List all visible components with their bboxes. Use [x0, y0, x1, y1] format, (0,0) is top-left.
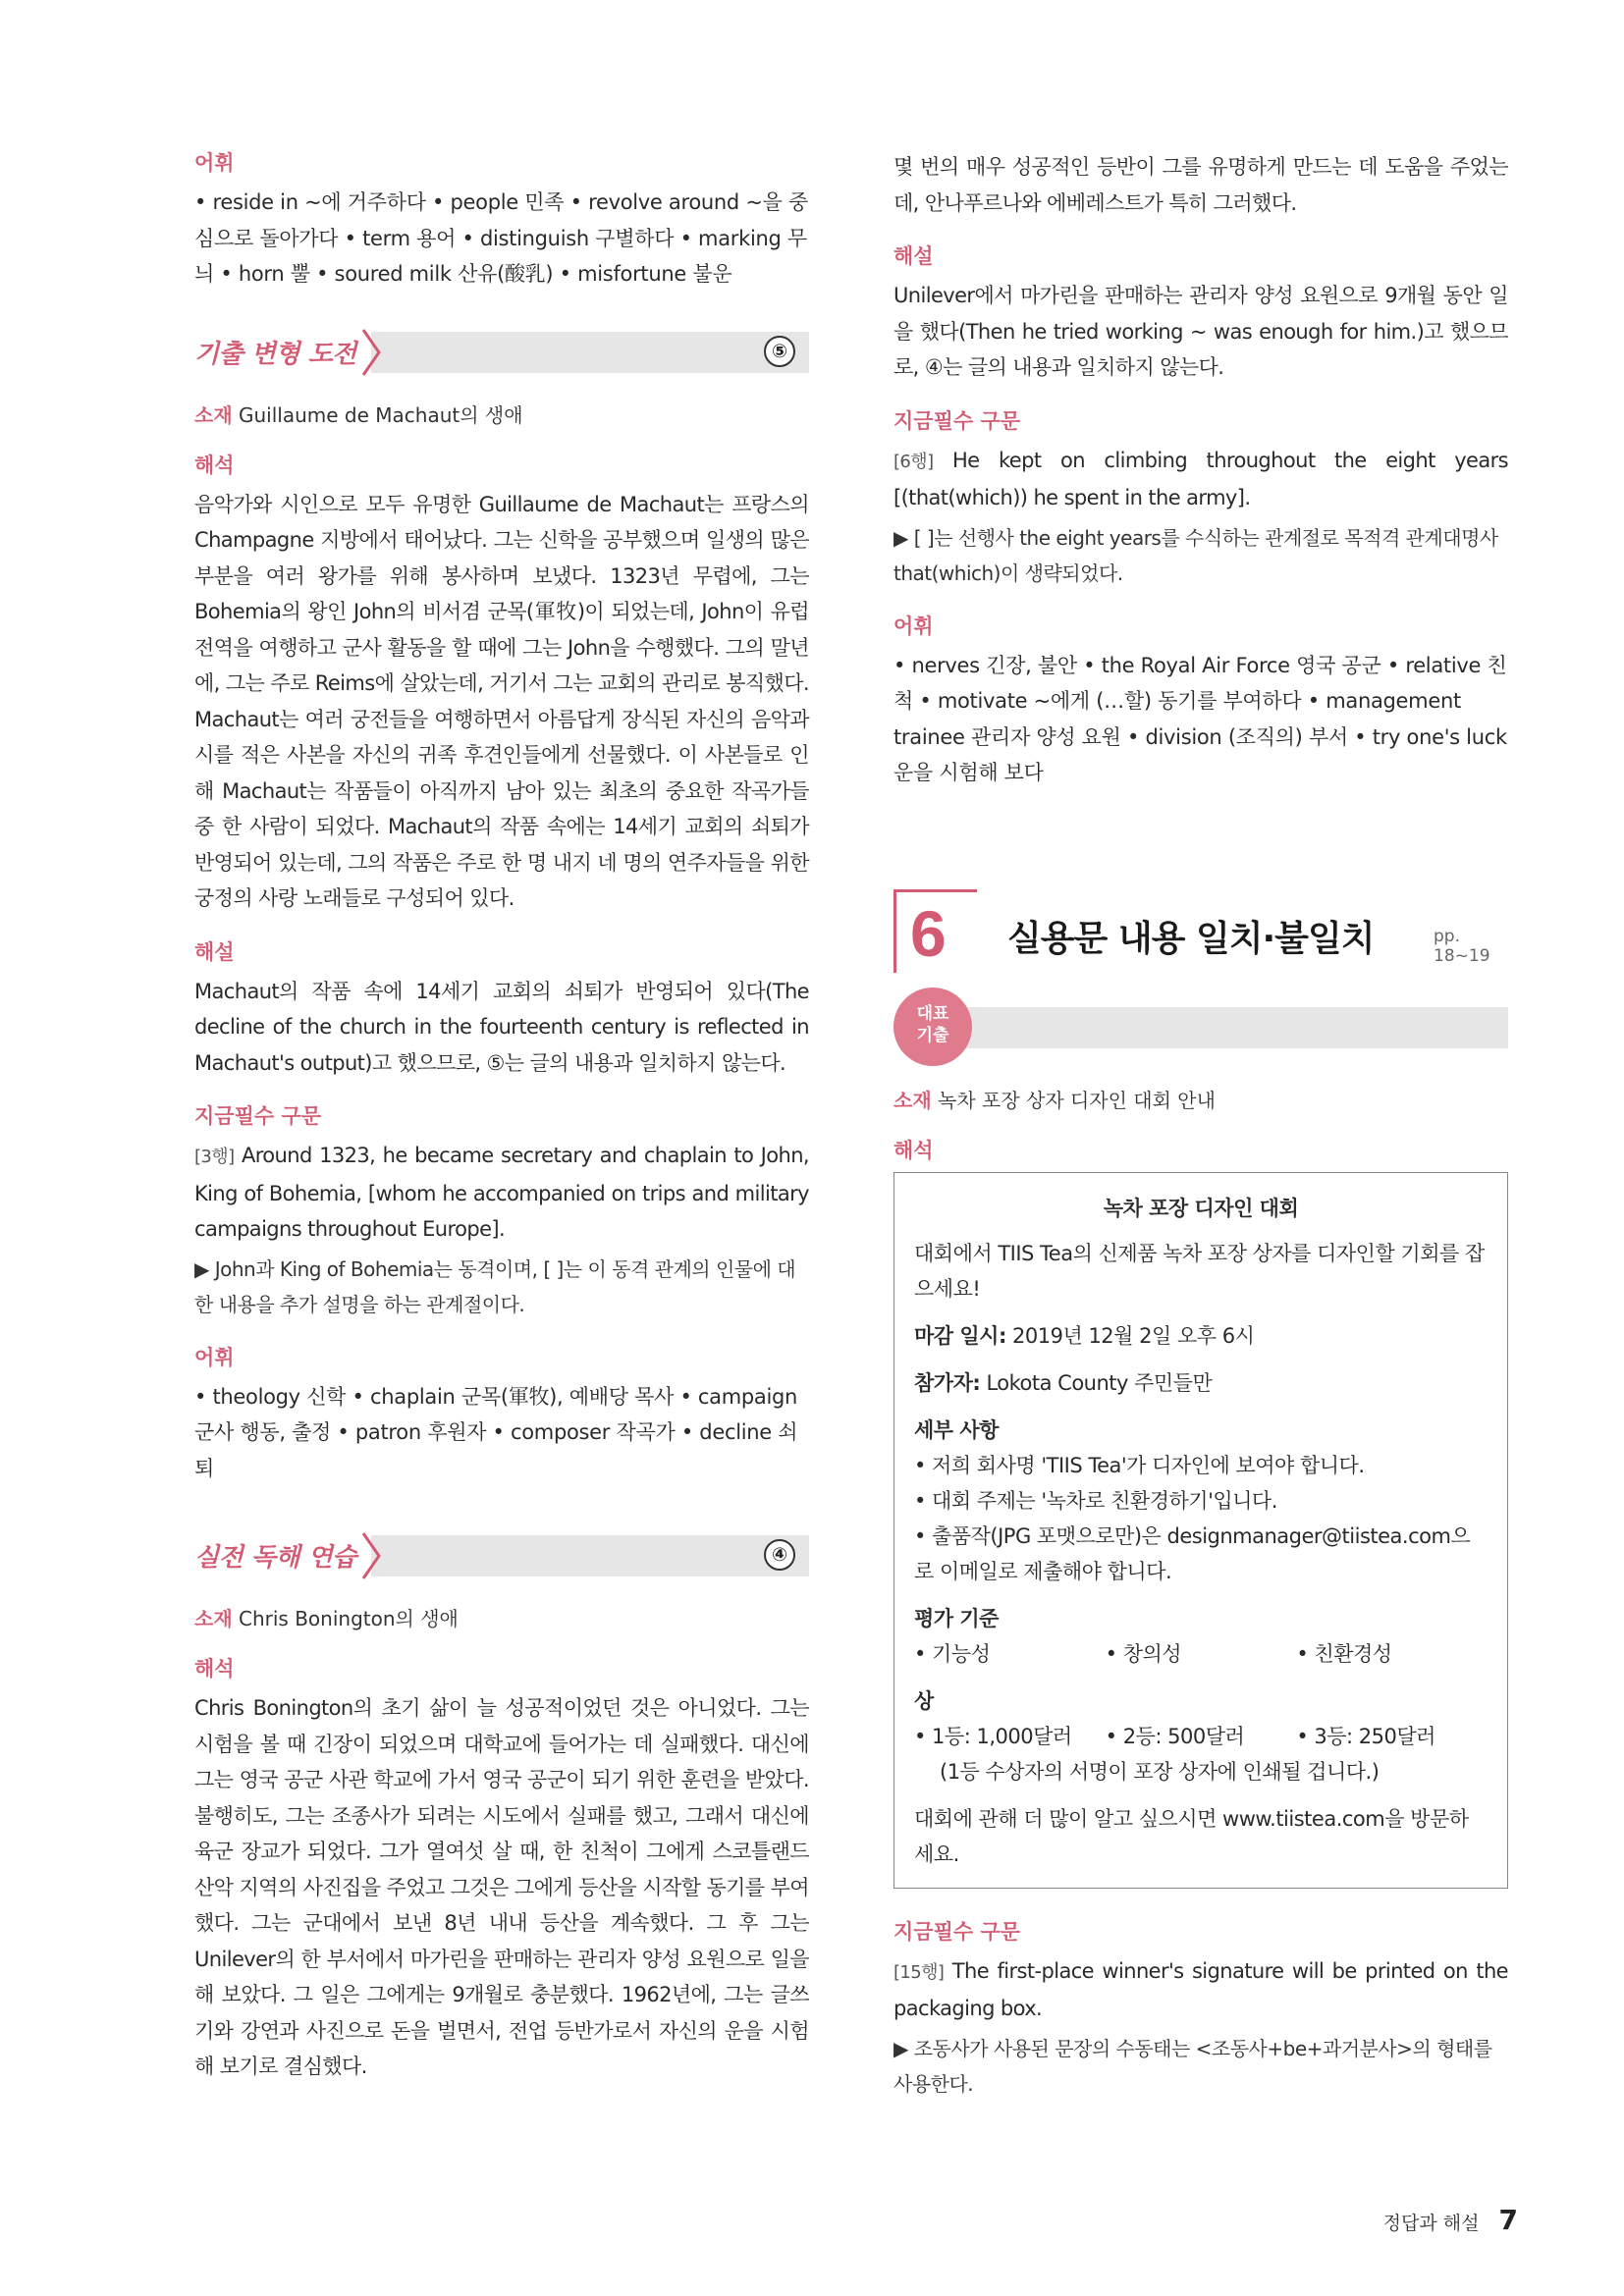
syntax-label: 지금필수 구문 — [893, 408, 1021, 433]
prize-item: • 2등: 500달러 — [1105, 1724, 1245, 1748]
left-column — [194, 149, 809, 2107]
vocab-list: • nerves 긴장, 불안 • the Royal Air Force 영국 공군 • relative 친척 • motivate ~에게 (…할) 동기를 부여하다 • management trainee 관리자 양성 요원 • division (조직의) 부서 • try one's luck 운을 시험해 보다 — [893, 653, 1507, 784]
details-label: 세부 사항 — [914, 1417, 999, 1442]
banner-title: 기출 변형 도전 — [194, 339, 356, 369]
topic-text: Chris Bonington의 생애 — [239, 1607, 459, 1630]
topic-label: 소재 — [194, 402, 233, 427]
answer-number: ④ — [764, 1539, 795, 1571]
syntax-sentence — [893, 1953, 1508, 2027]
syntax-sentence — [893, 443, 1508, 516]
prize-item: • 1등: 1,000달러 — [914, 1724, 1072, 1748]
prize-row — [914, 1719, 1488, 1754]
detail-item: • 저희 회사명 'TIIS Tea'가 디자인에 보여야 합니다. — [914, 1453, 1365, 1477]
line-ref: [15행] — [893, 1961, 945, 1983]
syntax-sentence — [194, 1138, 809, 1248]
criteria-label: 평가 기준 — [914, 1606, 999, 1630]
notice-intro: 대회에서 TIIS Tea의 신제품 녹차 포장 상자를 디자인할 기회를 잡으세요! — [914, 1241, 1485, 1301]
notice-box — [893, 1172, 1508, 1889]
explanation-label: 해설 — [893, 244, 934, 268]
section-title: 실용문 내용 일치·불일치 — [1007, 918, 1375, 959]
vocab-label: 어휘 — [194, 151, 235, 175]
section-heading — [893, 889, 1508, 978]
criteria-item: • 친환경성 — [1296, 1641, 1392, 1666]
page-number: 7 — [1498, 2204, 1518, 2236]
line-ref: [6행] — [893, 451, 934, 472]
vocab-label: 어휘 — [194, 1345, 235, 1369]
deadline-label: 마감 일시: — [914, 1323, 1006, 1348]
topic-label: 소재 — [893, 1088, 932, 1112]
explanation-text: Machaut의 작품 속에 14세기 교회의 쇠퇴가 반영되어 있다(The decline of the church in the fourteenth century is reflected in Machaut's output)고 했으므로, ⑤는 글의 내용과 일치하지 않는다. — [194, 979, 809, 1075]
chevron-right-icon — [359, 328, 383, 377]
banner-bar — [371, 1535, 809, 1576]
syntax-text: The first-place winner's signature will be printed on the packaging box. — [893, 1958, 1508, 2020]
criteria-item: • 창의성 — [1105, 1641, 1182, 1666]
representative-banner — [893, 988, 1508, 1066]
representative-badge — [893, 988, 972, 1066]
page-footer — [1383, 2204, 1518, 2236]
vocab-list: • theology 신학 • chaplain 군목(軍牧), 예배당 목사 • campaign 군사 행동, 출정 • patron 후원자 • composer 작곡가 • decline 쇠퇴 — [194, 1384, 798, 1480]
notice-participants — [914, 1365, 1488, 1401]
notice-deadline — [914, 1318, 1488, 1354]
topic-text: Guillaume de Machaut의 생애 — [239, 402, 523, 427]
prize-note: (1등 수상자의 서명이 포장 상자에 인쇄될 겁니다.) — [940, 1759, 1380, 1784]
badge-line: 기출 — [916, 1025, 949, 1045]
badge-line: 대표 — [916, 1003, 949, 1024]
syntax-text: Around 1323, he became secretary and chaplain to John, King of Bohemia, [whom he accompanied on trips and military campaigns throughout Europe]. — [194, 1144, 810, 1241]
prize-label: 상 — [914, 1688, 934, 1713]
translation-continued: 몇 번의 매우 성공적인 등반이 그를 유명하게 만드는 데 도움을 주었는데, 안나푸르나와 에베레스트가 특히 그러했다. — [893, 155, 1508, 215]
banner-title: 실전 독해 연습 — [194, 1543, 356, 1573]
banner-bar — [960, 1007, 1508, 1048]
chevron-right-icon — [359, 1531, 383, 1580]
vocab-list: • reside in ~에 거주하다 • people 민족 • revolve around ~을 중심으로 돌아가다 • term 용어 • distinguish 구별하다 • marking 무늬 • horn 뿔 • soured milk 산유(酸乳) • misfortune 불운 — [194, 190, 808, 286]
vocab-label: 어휘 — [893, 614, 934, 638]
topic-label: 소재 — [194, 1607, 233, 1630]
answer-number: ⑤ — [764, 336, 795, 367]
section-number-frame — [893, 889, 977, 973]
banner-bar — [371, 332, 809, 373]
deadline-text: 2019년 12월 2일 오후 6시 — [1012, 1323, 1255, 1348]
explanation-label: 해설 — [194, 939, 235, 964]
banner-challenge — [194, 332, 809, 373]
topic-line — [893, 1086, 1508, 1115]
criteria-item: • 기능성 — [914, 1641, 991, 1666]
topic-line — [194, 1604, 809, 1633]
banner-practice — [194, 1535, 809, 1576]
syntax-note: ▶ 조동사가 사용된 문장의 수동태는 <조동사+be+과거분사>의 형태를 사용한다. — [893, 2036, 1492, 2096]
criteria-row — [914, 1636, 1488, 1672]
detail-item: • 대회 주제는 '녹차로 친환경하기'입니다. — [914, 1488, 1277, 1513]
translation-text: Chris Bonington의 초기 삶이 늘 성공적이었던 것은 아니었다. 그는 시험을 볼 때 긴장이 되었으며 대학교에 들어가는 데 실패했다. 대신에 그는 영국 공군 사관 학교에 가서 영국 공군이 되기 위한 훈련을 받았다. 불행히도, 그는 조종사가 되려는 시도에서 실패를 했고, 그래서 대신에 육군 장교가 되었다. 그가 열여섯 살 때, 한 친척이 그에게 스코틀랜드 산악 지역의 사진집을 주었고 그것은 그에게 등산을 시작할 동기를 부여했다. 그는 군대에서 보낸 8년 내내 등산을 계속했다. 그 후 그는 Unilever의 한 부서에서 마가린을 판매하는 관리자 양성 요원으로 일을 해 보았다. 그 일은 그에게는 9개월로 충분했다. 1962년에, 그는 글쓰기와 강연과 사진으로 돈을 벌면서, 전업 등반가로서 자신의 운을 시험해 보기로 결심했다. — [194, 1696, 809, 2078]
translation-label: 해석 — [194, 453, 235, 477]
explanation-text: Unilever에서 마가린을 판매하는 관리자 양성 요원으로 9개월 동안 일을 했다(Then he tried working ~ was enough for him.)고 했으므로, ④는 글의 내용과 일치하지 않는다. — [893, 284, 1508, 379]
detail-item: • 출품작(JPG 포맷으로만)은 designmanager@tiistea.com으로 이메일로 제출해야 합니다. — [914, 1523, 1471, 1583]
topic-line — [194, 400, 809, 430]
right-column — [893, 149, 1508, 2123]
section-number: 6 — [910, 896, 947, 970]
line-ref: [3행] — [194, 1147, 235, 1167]
prize-item: • 3등: 250달러 — [1296, 1724, 1435, 1748]
participants-label: 참가자: — [914, 1370, 981, 1395]
translation-label: 해석 — [893, 1138, 934, 1162]
syntax-note: ▶ John과 King of Bohemia는 동격이며, [ ]는 이 동격 관계의 인물에 대한 내용을 추가 설명을 하는 관계절이다. — [194, 1256, 796, 1316]
syntax-text: He kept on climbing throughout the eight years [(that(which)) he spent in the army]. — [893, 448, 1508, 509]
notice-title: 녹차 포장 디자인 대회 — [1103, 1196, 1299, 1220]
participants-text: Lokota County 주민들만 — [986, 1370, 1213, 1395]
syntax-label: 지금필수 구문 — [194, 1104, 322, 1128]
translation-text: 음악가와 시인으로 모두 유명한 Guillaume de Machaut는 프랑스의 Champagne 지방에서 태어났다. 그는 신학을 공부했으며 일생의 많은 부분을 여러 왕가를 위해 봉사하며 보냈다. 1323년 무렵에, 그는 Bohemia의 왕인 John의 비서겸 군목(軍牧)이 되었는데, John이 유럽 전역을 여행하고 군사 활동을 할 때에 그는 John을 수행했다. 그의 말년에, 그는 주로 Reims에 살았는데, 거기서 그는 교회의 관리로 봉직했다. Machaut는 여러 궁전들을 여행하면서 아름답게 장식된 자신의 음악과 시를 적은 사본을 자신의 귀족 후견인들에게 선물했다. 이 사본들로 인해 Machaut는 작품들이 아직까지 남아 있는 최초의 중요한 작곡가들 중 한 사람이 되었다. Machaut의 작품 속에는 14세기 교회의 쇠퇴가 반영되어 있는데, 그의 작품은 주로 한 명 내지 네 명의 연주자들을 위한 궁정의 사랑 노래들로 구성되어 있다. — [194, 492, 809, 910]
footer-label: 정답과 해설 — [1382, 2213, 1480, 2234]
page-range: pp. 18~19 — [1434, 926, 1490, 966]
syntax-note: ▶ [ ]는 선행사 the eight years를 수식하는 관계절로 목적격 관계대명사 that(which)이 생략되었다. — [893, 525, 1498, 585]
notice-outro: 대회에 관해 더 많이 알고 싶으시면 www.tiistea.com을 방문하세요. — [914, 1806, 1469, 1866]
topic-text: 녹차 포장 상자 디자인 대회 안내 — [938, 1088, 1216, 1112]
translation-label: 해석 — [194, 1657, 235, 1681]
syntax-label: 지금필수 구문 — [893, 1919, 1021, 1944]
